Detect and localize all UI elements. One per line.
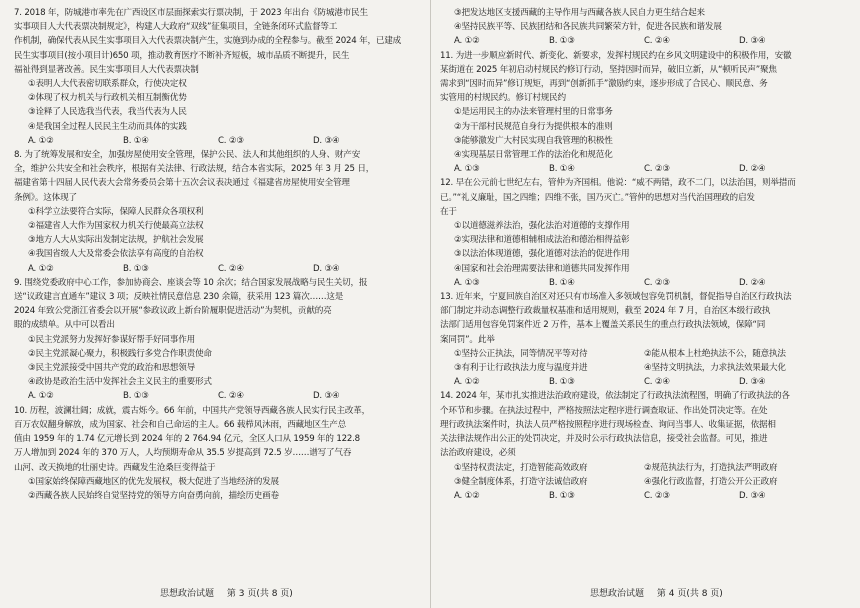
choice-b: B. ①③ [123,391,149,402]
question-12 [440,176,844,290]
stem-line: 百万农奴翻身解放，成为国家、社会和自己命运的主人。66 载栉风沐雨，西藏地区生产总 [14,419,347,430]
answer-choices [14,134,418,148]
question-14 [440,389,844,503]
answer-choices [14,262,418,276]
question-13 [440,290,844,389]
option: ②体现了权力机关与行政机关相互制衡优势 [28,93,187,104]
choice-b: B. ①③ [549,377,575,388]
question-8 [14,148,418,276]
stem-line: 法治政府建设，必须 [440,448,516,459]
option: ③民主党派接受中国共产党的政治和思想领导 [28,363,195,374]
choice-b: B. ①③ [549,490,575,501]
option-pair [440,347,844,361]
stem-line: 8. 为了统筹发展和安全，加强房屋使用安全管理，保护公民、法人和其他组织的人身、财产安 [14,150,361,161]
question-10-continued [440,6,844,49]
stem-line: 12. 早在公元前七世纪左右，管仲为齐国相。他说：“威不两错，政不二门，以法治国，则举措而 [440,178,796,189]
option: ③地方人大从实际出发制定法规，护航社会发展 [28,235,204,246]
stem-line: 个环节和步骤。在执法过程中，严格按照法定程序进行调查取证、作出处罚决定等。在处 [440,405,768,416]
choice-d: D. ③④ [313,135,340,146]
choice-d: D. ③④ [739,490,766,501]
option-pair [440,475,844,489]
option: ③以法治体现道德，强化道德对法治的促进作用 [454,249,630,260]
choice-a: A. ①② [454,490,480,501]
choice-d: D. ②④ [739,164,766,175]
answer-choices [14,389,418,403]
stem-line: 法部门适用包容免罚案件近 2 万件，基本上覆盖关系民生的重点行政执法领域，保障“同 [440,320,766,331]
choice-a: A. ①② [454,36,480,47]
footer-page-number: 第 4 页(共 8 页) [656,589,723,599]
stem-line: 14. 2024 年，某市扎实推进法治政府建设，依法制定了行政执法流程图，明确了行政执法的各 [440,391,790,402]
stem-line: 理行政执法案件时，执法人员严格按照程序进行现场检查、询问当事人、收集证据，依据相 [440,419,776,430]
choice-d: D. ③④ [313,391,340,402]
choice-c: C. ②④ [218,391,244,402]
stem-line: 实管用的村规民约。修订村规民约 [440,93,566,104]
stem-line: 山河、改天换地的壮丽史诗。西藏发生沧桑巨变得益于 [14,462,216,473]
choice-a: A. ①② [28,135,54,146]
stem-line: 10. 历程，波澜壮阔；成就，震古烁今。66 年前，中国共产党领导西藏各族人民实行民主改革， [14,405,371,416]
option: ②西藏各族人民始终自觉坚持党的领导方向奋勇向前，描绘历史画卷 [28,490,279,501]
option-pair [440,461,844,475]
left-column [14,6,418,582]
stem-line: 全，维护公共安全和社会秩序，根据有关法律、行政法规，结合本省实际，2025 年 3 月 25 日， [14,164,375,175]
option: ②能从根本上杜绝执法不公，随意执法 [644,348,786,359]
footer-subject: 思想政治试题 [160,589,215,599]
option: ②实现法律和道德相辅相成法治和德治相得益彰 [454,235,630,246]
choice-d: D. ③④ [739,36,766,47]
choice-c: C. ②③ [644,164,670,175]
choice-b: B. ①④ [549,277,575,288]
stem-line: 已。”“礼义廉耻，国之四维；四维不张，国乃灭亡。”管仲的思想对当代治国理政的启发 [440,192,755,203]
option: ④是我国全过程人民民主生动而具体的实践 [28,121,187,132]
choice-d: D. ③④ [739,377,766,388]
question-9 [14,276,418,404]
stem-line: 作机制，确保代表从民生实事项目入大代表票决制产生，实施到办成的全程参与。截至 2024 年，已建成 [14,36,402,47]
choice-b: B. ①④ [123,135,149,146]
question-7 [14,6,418,148]
option: ③诠释了人民选我当代表，我当代表为人民 [28,107,187,118]
stem-line: 11. 为进一步顺应新时代、新变化、新要求，发挥村规民约在乡风文明建设中的积极作用，安徽 [440,50,792,61]
choice-c: C. ②③ [644,490,670,501]
stem-line: 在于 [440,206,457,217]
footer-subject: 思想政治试题 [590,589,645,599]
option: ①国家始终保障西藏地区的优先发展权，极大促进了当地经济的发展 [28,476,279,487]
option: ①表明人大代表密切联系群众，行使决定权 [28,79,187,90]
stem-line: 需求到“因时而异”修订规矩，再到“创新抓手”激励约束，逐步形成了合民心、顺民意、务 [440,79,768,90]
stem-line: 值由 1959 年的 1.74 亿元增长到 2024 年的 2 764.94 亿元，全区人口从 1959 年的 122.8 [14,434,360,445]
answer-choices [440,276,844,290]
stem-line: 关法律法规作出公正的处罚决定，并及时公示行政执法信息，接受社会监督。可见，推进 [440,434,768,445]
option: ③能够激发广大村民实现自我管理的积极性 [454,135,613,146]
option-pair [440,361,844,375]
footer-page-number: 第 3 页(共 8 页) [226,589,293,599]
stem-line: 万人增加到 2024 年的 370 万人，人均预期寿命从 35.5 岁提高到 72.5 岁……谱写了气吞 [14,448,352,459]
option: ②福建省人大作为国家权力机关行使最高立法权 [28,221,204,232]
choice-b: B. ①③ [123,263,149,274]
choice-a: A. ①② [454,377,480,388]
answer-choices [440,34,844,48]
option: ①坚持权责法定，打造智能高效政府 [454,462,588,473]
choice-d: D. ②④ [739,277,766,288]
option: ②民主党派凝心聚力，积极践行多党合作职责使命 [28,348,212,359]
option: ④实现基层日常管理工作的法治化和规范化 [454,150,613,161]
choice-c: C. ②④ [644,36,670,47]
option: ④坚持文明执法，力求执法效果最大化 [644,363,786,374]
option: ②为干部村民规范自身行为提供根本的准则 [454,121,613,132]
question-10 [14,404,418,503]
choice-b: B. ①④ [549,164,575,175]
option: ①以道德滋养法治，强化法治对道德的支撑作用 [454,221,630,232]
option: ②规范执法行为，打造执法严明政府 [644,462,778,473]
option: ④政协是政治生活中发挥社会主义民主的重要形式 [28,377,212,388]
stem-line: 部门制定并动态调整行政裁量权基准和适用规则，截至 2024 年 7 月，自治区本级行政执 [440,306,771,317]
choice-a: A. ①② [28,263,54,274]
page-footer-right [590,586,733,599]
option: ④国家和社会治理需要法律和道德共同发挥作用 [454,263,630,274]
answer-choices [440,375,844,389]
option: ③把发达地区支援西藏的主导作用与西藏各族人民自力更生结合起来 [454,8,705,18]
choice-a: A. ①③ [454,164,480,175]
stem-line: 案同罚”。此举 [440,334,495,345]
right-column [440,6,844,582]
stem-line: 2024 年致公党浙江省委会以开展“参政议政上新台阶履职促进活动”为契机，贡献的亮 [14,306,332,317]
choice-c: C. ②④ [644,377,670,388]
answer-choices [440,489,844,503]
stem-line: 民生实事项目(按小项目计)650 项，推动教育医疗不断补齐短板，城市品质不断提升，民生 [14,50,350,61]
stem-line: 9. 围绕党委政府中心工作，参加协商会、座谈会等 10 余次；结合国家发展战略与民生关切，报 [14,277,368,288]
stem-line: 眼的成绩单。从中可以看出 [14,320,115,331]
choice-c: C. ②④ [218,263,244,274]
choice-c: C. ②③ [644,277,670,288]
choice-b: B. ①③ [549,36,575,47]
stem-line: 7. 2018 年，防城港市率先在广西设区市层面探索实行票决制，于 2023 年出台《防城港市民生 [14,8,368,18]
stem-line: 实事项目人大代表票决制规定》，构建人大政府“双线”征集项目，全链条闭环式监督等工 [14,22,338,33]
stem-line: 条例》。这体现了 [14,192,77,203]
column-divider [430,0,431,608]
choice-a: A. ①③ [454,277,480,288]
option: ④我国省级人大及常委会依法享有高度的自治权 [28,249,204,260]
stem-line: 13. 近年来，宁夏回族自治区对还只有市场准入多领域包容免罚机制，督促指导自治区行政执法 [440,292,792,303]
option: ①坚持公正执法，同等情况平等对待 [454,348,588,359]
choice-d: D. ③④ [313,263,340,274]
stem-line: 某街道在 2025 年初启动村规民约修订行动，坚持因时而异，破旧立新，从“顿听民声”聚焦 [440,64,777,75]
option: ③有利于让行政执法力度与温度并进 [454,363,588,374]
answer-choices [440,162,844,176]
option: ④强化行政监督，打造公开公正政府 [644,476,778,487]
option: ③健全制度体系，打造守法诚信政府 [454,476,588,487]
stem-line: 福祉得到显著改善。民生实事项目人大代表票决制 [14,64,199,75]
page-footer-left [160,586,303,599]
option: ①科学立法要符合实际，保障人民群众各项权利 [28,206,204,217]
option: ④坚持民族平等、民族团结和各民族共同繁荣方针，促进各民族和谐发展 [454,22,722,33]
choice-a: A. ①② [28,391,54,402]
stem-line: 福建省第十四届人民代表大会常务委员会第十五次会议表决通过《福建省房屋使用安全管理 [14,178,350,189]
question-11 [440,49,844,177]
option: ①民主党派努力发挥好参谋好帮手好同事作用 [28,334,195,345]
choice-c: C. ②③ [218,135,244,146]
option: ①是运用民主的办法来管理村里的日常事务 [454,107,613,118]
stem-line: 送“议政建言直通车”建议 3 项；反映社情民意信息 230 余篇，获采用 123 篇次……这是 [14,292,344,303]
